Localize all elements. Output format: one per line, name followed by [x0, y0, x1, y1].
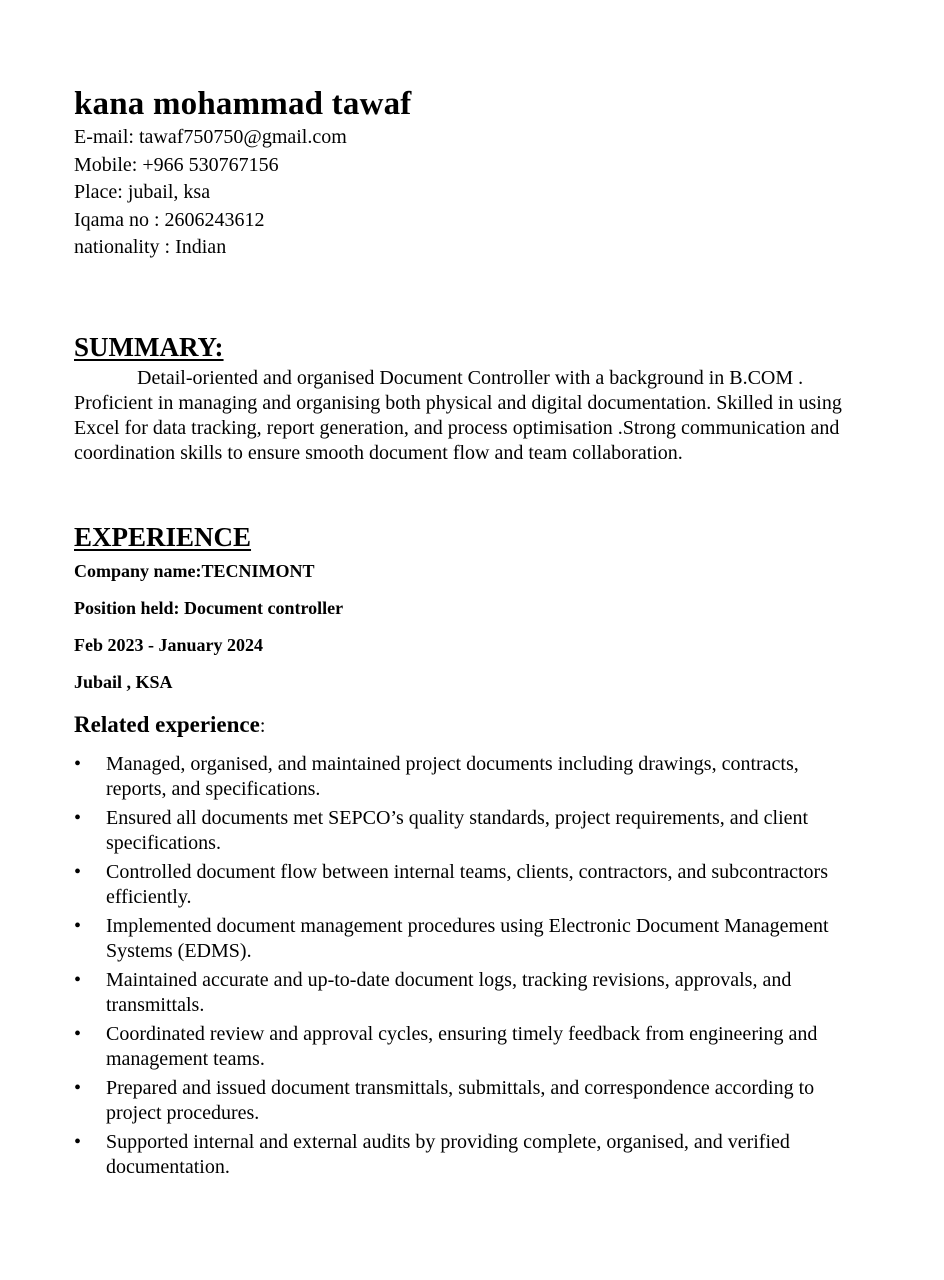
candidate-name: kana mohammad tawaf: [74, 86, 412, 122]
related-experience-label: Related experience: [74, 711, 260, 737]
list-item-text: Supported internal and external audits by providing complete, organised, and verified documentation.: [106, 1130, 790, 1178]
list-item: [74, 914, 854, 964]
summary-text: Detail-oriented and organised Document Controller with a background in B.COM . Proficient in managing and organising both physical and digital documentation. Skilled in using Excel for data tracking, report generation, and process optimisation .Strong communication and coordination skills to ensure smooth document flow and team collaboration.: [74, 366, 842, 464]
job-location: Jubail , KSA: [74, 671, 173, 692]
list-item: [74, 806, 854, 856]
list-item-text: Managed, organised, and maintained project documents including drawings, contracts, reports, and specifications.: [106, 752, 799, 800]
bullet-icon: •: [74, 1130, 82, 1153]
list-item: [74, 1022, 854, 1072]
company-name: Company name:TECNIMONT: [74, 560, 315, 581]
list-item: [74, 752, 854, 802]
bullet-icon: •: [74, 752, 82, 775]
list-item: [74, 1130, 854, 1180]
related-experience-colon: :: [259, 714, 266, 737]
list-item-text: Maintained accurate and up-to-date document logs, tracking revisions, approvals, and transmittals.: [106, 968, 792, 1016]
bullet-icon: •: [74, 860, 82, 883]
nationality-line: nationality : Indian: [74, 236, 227, 258]
resume-page: [74, 84, 874, 1184]
list-item: [74, 860, 854, 910]
employment-dates: Feb 2023 - January 2024: [74, 634, 263, 655]
summary-heading: SUMMARY:: [74, 331, 224, 362]
bullet-icon: •: [74, 1076, 82, 1099]
list-item: [74, 968, 854, 1018]
list-item-text: Ensured all documents met SEPCO’s quality standards, project requirements, and client specifications.: [106, 806, 809, 854]
list-item: [74, 1076, 854, 1126]
place-line: Place: jubail, ksa: [74, 181, 211, 203]
list-item-text: Implemented document management procedures using Electronic Document Management Systems (EDMS).: [106, 914, 829, 962]
experience-heading: EXPERIENCE: [74, 521, 252, 552]
bullet-icon: •: [74, 968, 82, 991]
related-experience-heading: [74, 710, 874, 741]
iqama-line: Iqama no : 2606243612: [74, 208, 265, 231]
list-item-text: Controlled document flow between internal teams, clients, contractors, and subcontractors efficiently.: [106, 860, 829, 908]
list-item-text: Coordinated review and approval cycles, ensuring timely feedback from engineering and management teams.: [106, 1022, 818, 1070]
email-line: E-mail: tawaf750750@gmail.com: [74, 126, 347, 148]
position-held: Position held: Document controller: [74, 597, 344, 618]
bullet-icon: •: [74, 914, 82, 937]
list-item-text: Prepared and issued document transmittals, submittals, and correspondence according to project procedures.: [106, 1076, 815, 1124]
bullet-icon: •: [74, 1022, 82, 1045]
experience-bullet-list: [74, 752, 854, 1180]
bullet-icon: •: [74, 806, 82, 829]
mobile-line: Mobile: +966 530767156: [74, 153, 279, 176]
